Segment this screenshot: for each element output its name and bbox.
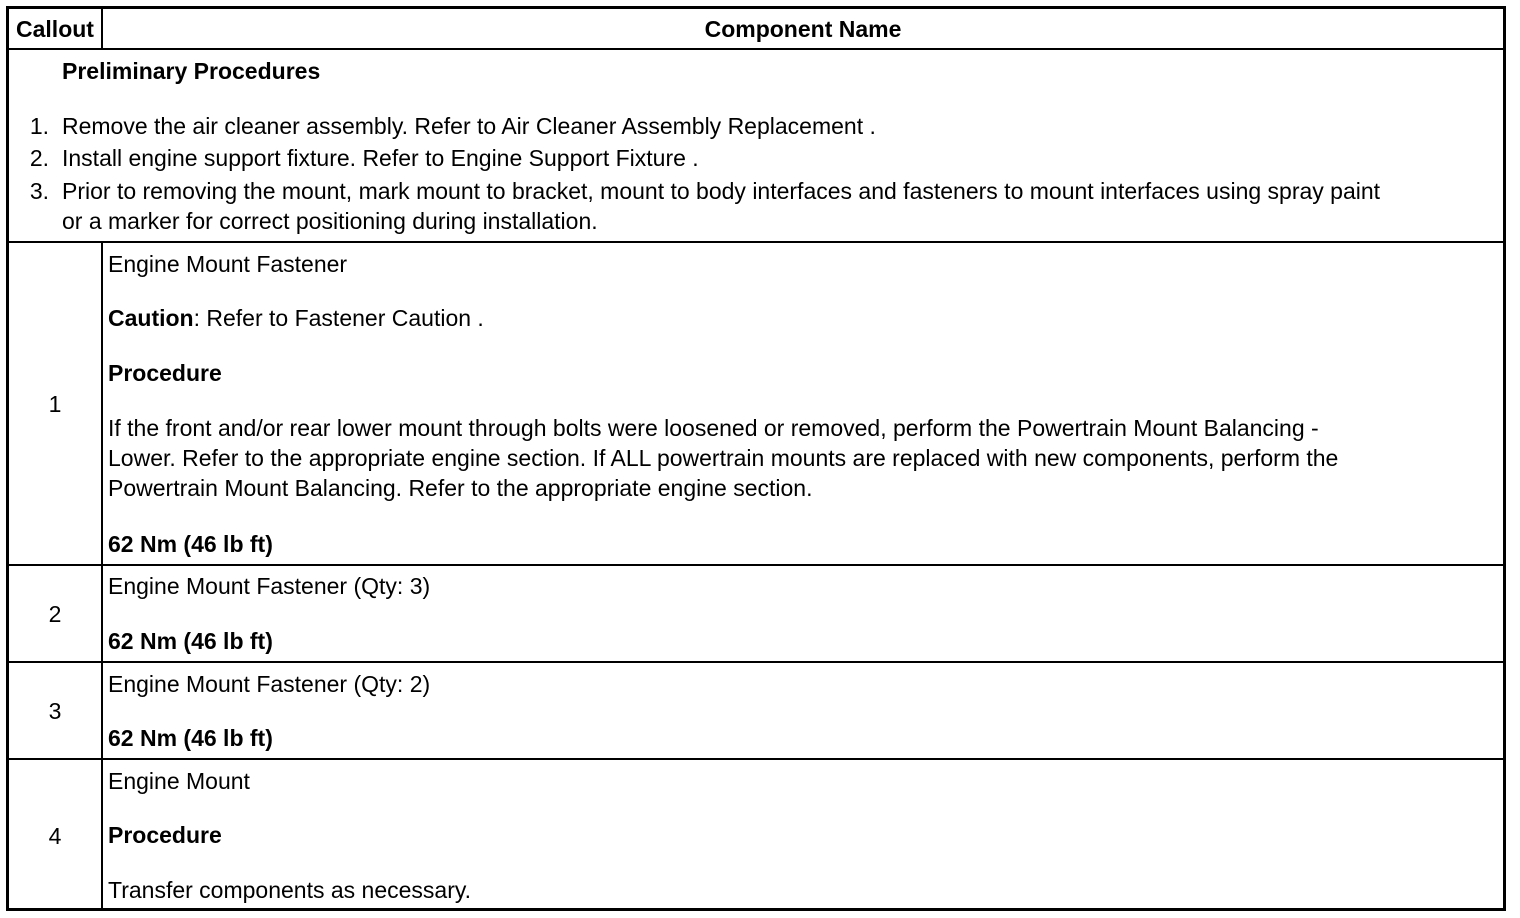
procedure-text: Powertrain Mount Balancing. Refer to the appropriate engine section. [108,475,813,501]
column-divider [101,241,103,908]
step-text: Prior to removing the mount, mark mount to bracket, mount to body interfaces and fasteners to mount interfaces using spray paint [62,178,1381,204]
component-name: Engine Mount Fastener (Qty: 3) [108,573,431,599]
step-text-continuation: or a marker for correct positioning during installation. [62,208,598,234]
callout-number: 4 [48,823,62,849]
row2-divider [9,661,1503,663]
torque-spec: 62 Nm (46 lb ft) [108,628,273,654]
procedure-text: If the front and/or rear lower mount through bolts were loosened or removed, perform the Powertrain Mount Balancing - [108,415,1319,441]
step-text: Install engine support fixture. Refer to Engine Support Fixture . [62,145,699,171]
procedure-table [6,6,1506,911]
preliminary-title: Preliminary Procedures [62,58,321,84]
header-divider [9,48,1503,50]
step-number: 2. [29,145,49,171]
component-name: Engine Mount Fastener (Qty: 2) [108,671,431,697]
row3-divider [9,758,1503,760]
row1-divider [9,564,1503,566]
procedure-text: Lower. Refer to the appropriate engine section. If ALL powertrain mounts are replaced with new components, perform the [108,445,1339,471]
torque-spec: 62 Nm (46 lb ft) [108,531,273,557]
header-component-name: Component Name [704,16,902,42]
procedure-label: Procedure [108,360,222,386]
step-number: 1. [29,113,49,139]
header-callout: Callout [16,16,94,42]
procedure-text: Transfer components as necessary. [108,877,472,903]
caution-label: Caution [108,305,194,331]
callout-number: 3 [48,698,62,724]
callout-number: 1 [48,391,62,417]
procedure-label: Procedure [108,822,222,848]
step-text: Remove the air cleaner assembly. Refer to Air Cleaner Assembly Replacement . [62,113,876,139]
component-name: Engine Mount [108,768,250,794]
preliminary-divider [9,241,1503,243]
step-number: 3. [29,178,49,204]
callout-number: 2 [48,601,62,627]
component-name: Engine Mount Fastener [108,251,348,277]
torque-spec: 62 Nm (46 lb ft) [108,725,273,751]
caution-line [108,303,484,333]
caution-text: : Refer to Fastener Caution . [193,305,484,331]
